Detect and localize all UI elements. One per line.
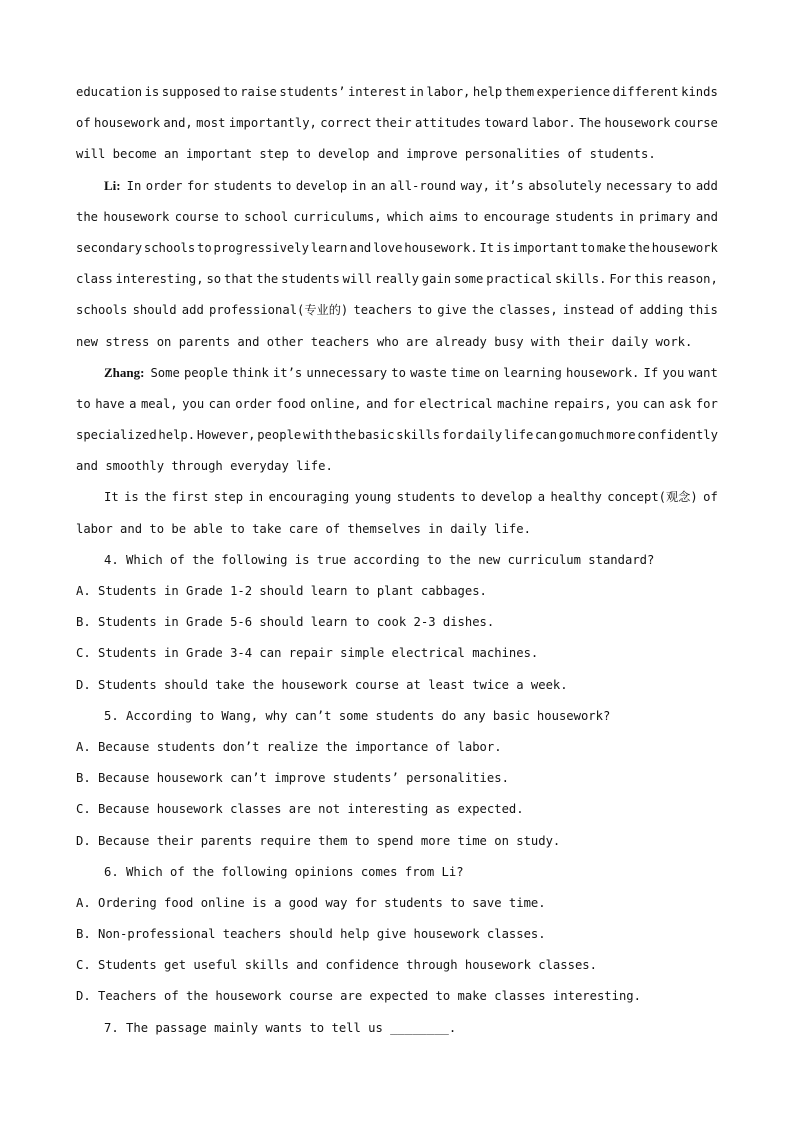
word: gain: [421, 272, 452, 287]
question-number: 5.: [104, 708, 119, 723]
word: to: [580, 240, 595, 255]
word: to: [197, 240, 212, 255]
word: is: [144, 85, 160, 99]
word: can: [208, 396, 231, 411]
word: for: [392, 396, 415, 411]
question-text: According to Wang, why can’t some students do any basic housework?: [126, 708, 611, 723]
word: encourage: [483, 209, 550, 224]
word: develop: [295, 178, 348, 193]
word: their: [374, 116, 412, 131]
word: to: [76, 396, 91, 411]
word: skills: [396, 428, 441, 443]
paragraph-line: [76, 174, 718, 205]
word: experience: [536, 85, 611, 99]
paragraph-line: [76, 392, 718, 423]
word: labor.: [531, 116, 576, 131]
question-stem: [76, 548, 718, 579]
word: raise: [240, 85, 277, 99]
word: young: [354, 490, 392, 505]
word: food: [276, 396, 306, 411]
word: schools: [143, 240, 196, 255]
word: labor,: [426, 85, 471, 99]
word: education: [76, 85, 143, 99]
word: toward: [484, 116, 529, 131]
word: necessary: [606, 178, 673, 193]
word: primary: [639, 209, 691, 224]
word: develop: [480, 490, 533, 505]
document-page: [76, 80, 718, 1047]
speaker-label-li: Li:: [104, 177, 121, 193]
paragraph-line: and smoothly through everyday life.: [76, 459, 333, 474]
word: the: [627, 240, 650, 255]
word: a: [129, 396, 137, 411]
word: students: [396, 490, 456, 505]
answer-option: A. Students in Grade 1-2 should learn to plant cabbages.: [76, 584, 487, 598]
paragraph-line: [76, 205, 718, 236]
word: in: [409, 85, 424, 99]
word: to: [276, 178, 292, 193]
word: a: [537, 490, 546, 505]
word: curriculums,: [293, 209, 382, 224]
paragraph-line: [76, 111, 718, 142]
word: them: [504, 85, 535, 99]
word: the: [471, 303, 494, 318]
word: step: [213, 490, 244, 505]
word: housework: [94, 116, 161, 131]
paragraph-line: [76, 236, 718, 267]
word: specialized: [76, 428, 157, 443]
word: students: [213, 178, 273, 193]
word: help.: [158, 428, 196, 443]
word: schools: [76, 303, 128, 318]
word: some: [454, 272, 484, 287]
word: in: [619, 209, 634, 224]
word: school: [244, 209, 289, 224]
word: learn: [310, 240, 348, 255]
question-number: 6.: [104, 864, 119, 879]
word: of: [76, 116, 91, 131]
word: and: [349, 240, 372, 255]
question-text: Which of the following is true according to the new curriculum standard?: [126, 552, 655, 567]
word: of: [703, 490, 718, 505]
word: electrical: [419, 396, 493, 411]
word: order: [145, 178, 183, 193]
word: The: [579, 116, 602, 131]
answer-option: B. Non-professional teachers should help give housework classes.: [76, 927, 546, 942]
word: classes,: [498, 303, 558, 318]
word: absolutely: [528, 178, 602, 193]
paragraph-line: [76, 485, 718, 516]
word: importantly,: [228, 116, 317, 131]
paragraph-text: [127, 174, 718, 205]
word: attitudes: [414, 116, 482, 131]
question-stem: [76, 860, 718, 891]
word: want: [688, 365, 718, 380]
answer-option: C. Students in Grade 3-4 can repair simple electrical machines.: [76, 646, 539, 661]
paragraph-line: labor and to be able to take care of themselves in daily life.: [76, 521, 531, 536]
word: to: [391, 365, 406, 380]
word: kinds: [681, 85, 718, 99]
word: housework: [604, 116, 671, 131]
answer-option: C. Because housework classes are not interesting as expected.: [76, 802, 524, 817]
word: adding: [639, 303, 684, 318]
word: an: [370, 178, 386, 193]
word: to: [460, 490, 476, 505]
question-stem: [76, 1016, 718, 1047]
word: healthy: [550, 490, 602, 505]
word: most: [196, 116, 226, 131]
word: to: [224, 209, 239, 224]
word: have: [95, 396, 125, 411]
word: can: [535, 428, 558, 443]
speaker-label-zhang: Zhang:: [104, 364, 145, 380]
word: teachers: [353, 303, 413, 318]
word: However,: [196, 428, 256, 443]
paragraph-line: [76, 423, 718, 454]
word: you: [662, 365, 685, 380]
word: encouraging: [268, 490, 350, 505]
word: and: [695, 209, 718, 224]
word: help: [472, 85, 503, 99]
word: it’s: [494, 178, 524, 193]
word: class: [76, 272, 113, 287]
word: much: [575, 428, 605, 443]
paragraph-line: [76, 80, 718, 111]
word: first: [171, 490, 209, 505]
word: interesting,: [115, 272, 204, 287]
word: this: [688, 303, 718, 318]
question-text: The passage mainly wants to tell us ________.: [126, 1020, 457, 1035]
word: you: [616, 396, 639, 411]
word: for: [186, 178, 209, 193]
word: to: [676, 178, 692, 193]
word: is: [495, 240, 511, 255]
word: will: [342, 272, 373, 287]
word: ask: [669, 396, 692, 411]
word: should: [132, 303, 177, 318]
answer-option: D. Students should take the housework course at least twice a week.: [76, 677, 568, 692]
answer-option: D. Because their parents require them to spend more time on study.: [76, 833, 561, 848]
word: time: [450, 365, 481, 380]
word: can: [642, 396, 665, 411]
word: For: [609, 272, 632, 287]
word: instead: [562, 303, 615, 318]
word: all-round: [390, 178, 457, 193]
question-number: 7.: [104, 1020, 119, 1035]
word: daily: [465, 428, 503, 443]
word: machine: [497, 396, 549, 411]
answer-option: A. Because students don’t realize the importance of labor.: [76, 739, 502, 754]
word: life: [503, 428, 534, 443]
paragraph-line: new stress on parents and other teachers who are already busy with their daily work.: [76, 334, 693, 349]
answer-option: B. Students in Grade 5-6 should learn to cook 2-3 dishes.: [76, 615, 495, 630]
word: interest: [347, 85, 407, 99]
word: people: [257, 428, 302, 443]
word: the: [334, 428, 357, 443]
word: really: [374, 272, 419, 287]
word: love: [373, 240, 403, 255]
word: which: [386, 209, 424, 224]
word: professional(专业的): [208, 303, 349, 318]
word: progressively: [213, 240, 309, 255]
word: on: [484, 365, 500, 380]
word: meal,: [140, 396, 178, 411]
paragraph-line: will become an important step to develop and improve personalities of students.: [76, 147, 656, 162]
word: in: [351, 178, 367, 193]
word: repairs,: [553, 396, 612, 411]
word: that: [224, 272, 254, 287]
word: important: [512, 240, 579, 255]
word: to: [463, 209, 479, 224]
word: In: [126, 178, 142, 193]
word: for: [441, 428, 464, 443]
word: skills.: [555, 272, 607, 287]
word: housework.: [404, 240, 478, 255]
word: learning: [503, 365, 562, 380]
word: students: [281, 272, 340, 287]
word: basic: [357, 428, 395, 443]
word: the: [144, 490, 167, 505]
word: so: [206, 272, 222, 287]
word: make: [596, 240, 627, 255]
word: people: [183, 365, 228, 380]
word: correct: [320, 116, 372, 131]
word: more: [606, 428, 636, 443]
word: secondary: [76, 240, 143, 255]
paragraph-line: [76, 267, 718, 298]
word: this: [634, 272, 664, 287]
question-number: 4.: [104, 552, 119, 567]
word: the: [76, 209, 99, 224]
word: is: [124, 490, 139, 505]
word: concept(观念): [607, 490, 698, 505]
word: housework.: [566, 365, 640, 380]
word: you: [182, 396, 205, 411]
word: add: [181, 303, 204, 318]
word: and: [366, 396, 389, 411]
word: to: [222, 85, 238, 99]
word: different: [612, 85, 679, 99]
word: go: [558, 428, 574, 443]
word: with: [302, 428, 333, 443]
word: it’s: [272, 365, 303, 380]
word: If: [643, 365, 659, 380]
word: practical: [486, 272, 553, 287]
word: online,: [310, 396, 362, 411]
word: aims: [428, 209, 459, 224]
word: housework: [651, 240, 718, 255]
question-stem: [76, 704, 718, 735]
word: students: [555, 209, 614, 224]
word: and,: [163, 116, 193, 131]
paragraph-line: [76, 298, 718, 329]
paragraph-line: [76, 361, 718, 392]
question-text: Which of the following opinions comes from Li?: [126, 864, 464, 879]
word: course: [673, 116, 718, 131]
word: It: [479, 240, 495, 255]
word: confidently: [637, 428, 718, 443]
word: Some: [150, 365, 180, 380]
word: students’: [279, 85, 346, 99]
word: the: [256, 272, 279, 287]
word: add: [695, 178, 718, 193]
word: in: [248, 490, 264, 505]
word: for: [695, 396, 718, 411]
word: course: [174, 209, 219, 224]
word: give: [437, 303, 467, 318]
word: housework: [103, 209, 170, 224]
answer-option: D. Teachers of the housework course are expected to make classes interesting.: [76, 989, 641, 1004]
word: It: [104, 490, 119, 505]
word: way,: [460, 178, 490, 193]
word: think: [232, 365, 269, 380]
word: waste: [410, 365, 447, 380]
word: supposed: [161, 85, 221, 99]
word: of: [619, 303, 635, 318]
answer-option: A. Ordering food online is a good way for students to save time.: [76, 895, 546, 910]
answer-option: B. Because housework can’t improve students’ personalities.: [76, 771, 509, 786]
word: unnecessary: [306, 365, 388, 380]
word: to: [417, 303, 433, 318]
answer-option: C. Students get useful skills and confidence through housework classes.: [76, 958, 597, 973]
word: reason,: [666, 272, 718, 287]
paragraph-text: [150, 361, 718, 392]
word: order: [235, 396, 272, 411]
